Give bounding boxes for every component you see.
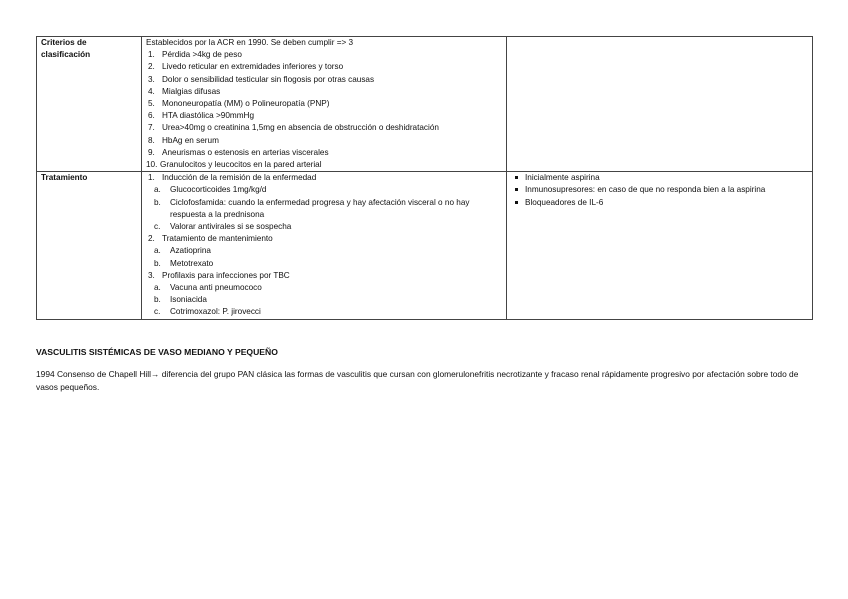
table-row-treatment: [37, 172, 813, 319]
list-item: 2. Livedo reticular en extremidades inferiores y torso: [148, 62, 344, 72]
criteria-cell: [142, 37, 507, 172]
list-item: 3. Dolor o sensibilidad testicular sin flogosis por otras causas: [148, 74, 375, 84]
treatment-cell: [142, 172, 507, 319]
list-item: 4. Mialgias difusas: [148, 86, 221, 96]
other-treatment-cell: [507, 172, 813, 319]
bullet-list: [511, 172, 808, 209]
list-item: 1. Pérdida >4kg de peso: [148, 50, 242, 60]
body-paragraph: 1994 Consenso de Chapell Hill→ diferencia del grupo PAN clásica las formas de vasculitis que cursan con glomerulonefritis necrotizante y fracaso renal rápidamente progresivo por afectación sobre todo de vasos pequeños.: [36, 369, 799, 392]
list-item: 8. HbAg en serum: [148, 135, 219, 145]
table-row-criteria: [37, 37, 813, 172]
square-bullet-icon: [515, 176, 518, 179]
treatment-list: [146, 233, 502, 245]
list-item: b. Metotrexato: [154, 258, 214, 268]
list-item: 9. Aneurismas o estenosis en arterias viscerales: [148, 147, 329, 157]
list-item: a. Vacuna anti pneumococo: [154, 283, 262, 293]
list-item: c. Cotrimoxazol: P. jirovecci: [154, 307, 261, 317]
treatment-list: [146, 172, 502, 184]
list-item: Inmunosupresores: en caso de que no responda bien a la aspirina: [511, 184, 808, 196]
list-item: 5. Mononeuropatía (MM) o Polineuropatía (PNP): [148, 99, 330, 109]
row-label: Criterios de clasificación: [37, 37, 142, 172]
section-heading: VASCULITIS SISTÉMICAS DE VASO MEDIANO Y PEQUEÑO: [36, 347, 278, 357]
square-bullet-icon: [515, 188, 518, 191]
treatment-list: [146, 270, 502, 282]
criteria-list: [146, 49, 502, 171]
criteria-intro: Establecidos por la ACR en 1990. Se deben cumplir => 3: [146, 38, 354, 47]
list-item: 7. Urea>40mg o creatinina 1,5mg en absencia de obstrucción o deshidratación: [148, 123, 439, 133]
document-page: [36, 36, 812, 320]
list-item: b. Isoniacida: [154, 295, 207, 305]
sublist: [146, 245, 502, 269]
list-item: 10. Granulocitos y leucocitos en la pared arterial: [146, 160, 322, 170]
list-item: 6. HTA diastólica >90mmHg: [148, 111, 254, 121]
list-item: a. Glucocorticoides 1mg/kg/d: [154, 185, 267, 195]
square-bullet-icon: [515, 201, 518, 204]
sublist: [146, 184, 502, 233]
list-item: Inicialmente aspirina: [511, 172, 808, 184]
list-item: 1. Inducción de la remisión de la enfermedad: [148, 173, 317, 183]
list-item: a. Azatioprina: [154, 246, 211, 256]
list-item: 2. Tratamiento de mantenimiento: [148, 234, 273, 244]
row-label: Tratamiento: [37, 172, 142, 319]
list-item: c. Valorar antivirales si se sospecha: [154, 222, 292, 232]
sublist: [146, 282, 502, 319]
list-item: 3. Profilaxis para infecciones por TBC: [148, 270, 290, 280]
empty-cell: [507, 37, 813, 172]
list-item: b. Ciclofosfamida: cuando la enfermedad progresa y hay afectación visceral o no hay respuesta a la prednisona: [154, 197, 470, 219]
vasculitis-table: [36, 36, 813, 320]
list-item: Bloqueadores de IL-6: [511, 197, 808, 209]
